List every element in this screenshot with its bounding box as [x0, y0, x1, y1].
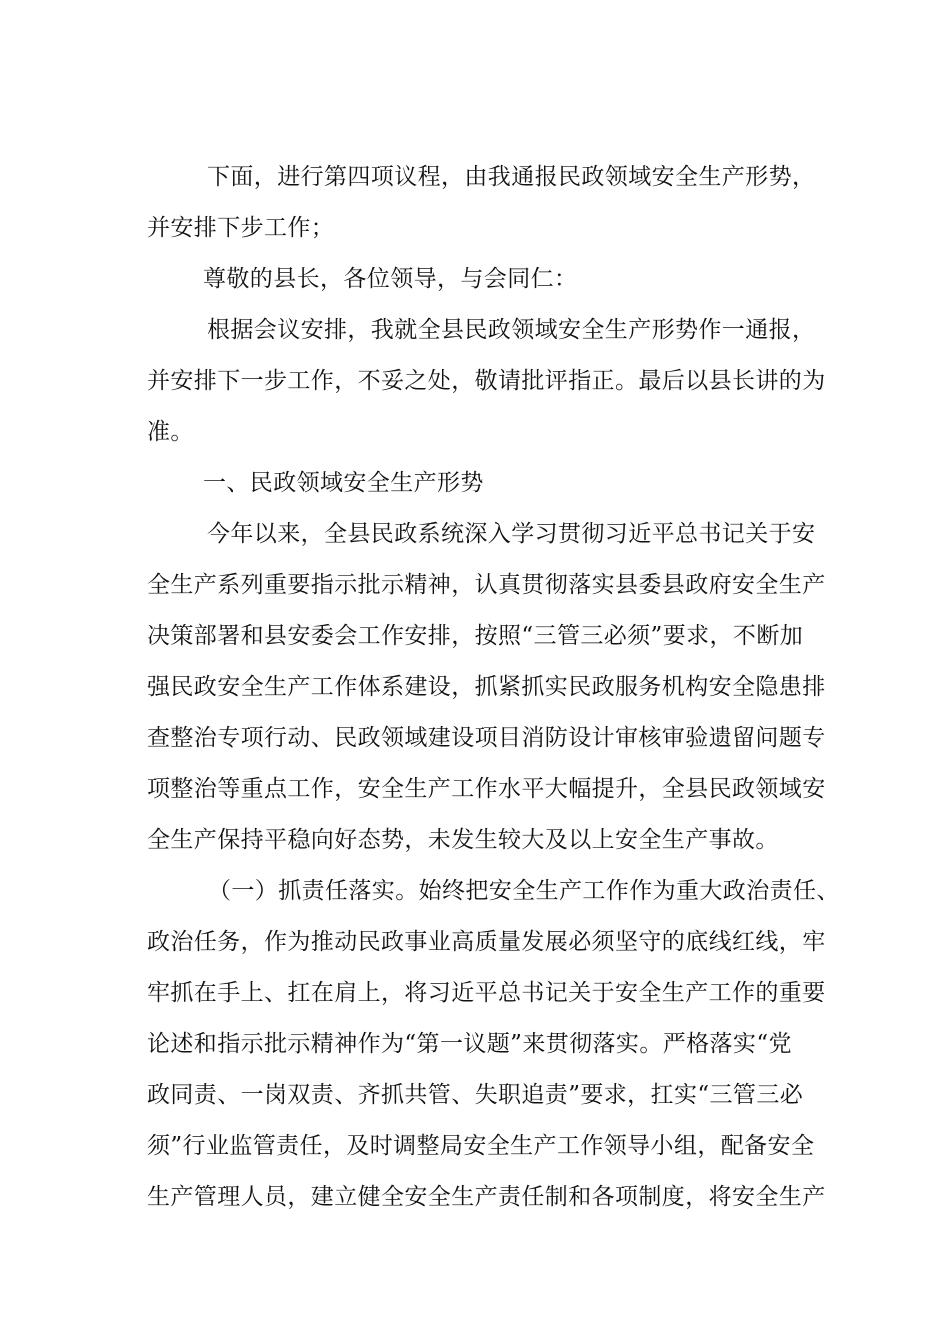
text-line: 今年以来，全县民政系统深入学习贯彻习近平总书记关于安: [207, 521, 816, 547]
text-line: 全生产系列重要指示批示精神，认真贯彻落实县委县政府安全生产: [147, 572, 826, 598]
text-line: 下面，进行第四项议程，由我通报民政领域安全生产形势，: [207, 164, 816, 190]
text-line: 牢抓在手上、扛在肩上，将习近平总书记关于安全生产工作的重要: [147, 980, 826, 1006]
text-line: 生产管理人员，建立健全安全生产责任制和各项制度，将安全生产: [147, 1184, 826, 1210]
section-heading: 一、民政领域安全生产形势: [203, 470, 484, 496]
text-line: 政同责、一岗双责、齐抓共管、失职追责”要求，扛实“三管三必: [147, 1082, 804, 1108]
text-line: 并安排下步工作；: [147, 215, 335, 241]
text-line: 政治任务，作为推动民政事业高质量发展必须坚守的底线红线，牢: [147, 929, 826, 955]
text-line: 查整治专项行动、民政领域建设项目消防设计审核审验遗留问题专: [147, 725, 826, 751]
text-line: 准。: [147, 419, 194, 445]
salutation: 尊敬的县长，各位领导，与会同仁：: [203, 266, 578, 292]
text-line: 项整治等重点工作，安全生产工作水平大幅提升，全县民政领域安: [147, 776, 826, 802]
text-line: 决策部署和县安委会工作安排，按照“三管三必须”要求，不断加: [147, 623, 804, 649]
text-line: 全生产保持平稳向好态势，未发生较大及以上安全生产事故。: [147, 827, 779, 853]
text-line: 根据会议安排，我就全县民政领域安全生产形势作一通报，: [207, 317, 816, 343]
text-line: 并安排下一步工作，不妥之处，敬请批评指正。最后以县长讲的为: [147, 368, 826, 394]
text-line: 强民政安全生产工作体系建设，抓紧抓实民政服务机构安全隐患排: [147, 674, 826, 700]
text-line: 论述和指示批示精神作为“第一议题”来贯彻落实。严格落实“党: [147, 1031, 792, 1057]
subsection-line: （一）抓责任落实。始终把安全生产工作作为重大政治责任、: [208, 878, 840, 904]
text-line: 须”行业监管责任，及时调整局安全生产工作领导小组，配备安全: [147, 1133, 815, 1159]
